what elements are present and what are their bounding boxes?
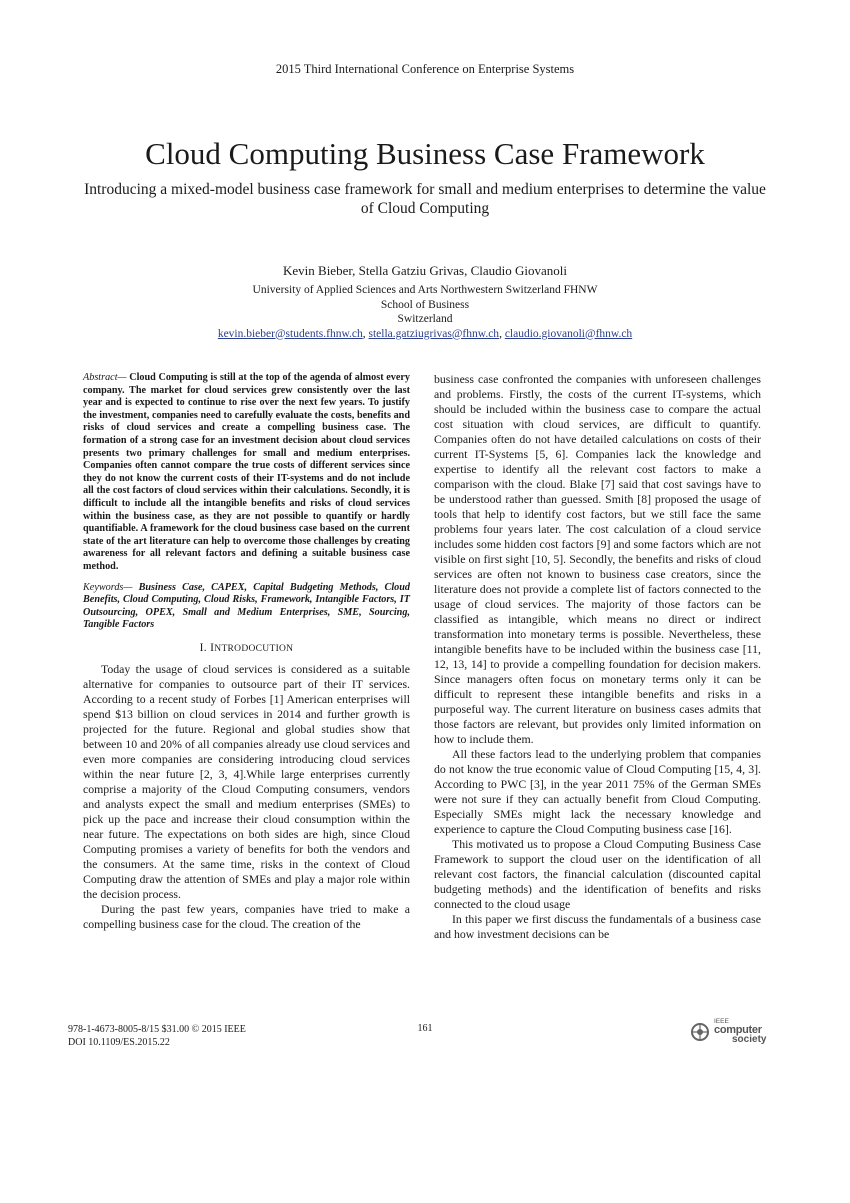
- keywords-label: Keywords—: [83, 581, 133, 593]
- body-paragraph-3: This motivated us to propose a Cloud Computing Business Case Framework to support the cloud user on the identification of all relevant cost factors, the financial calculation (discounted capital budgeting methods) and the identification of benefits and risks connected to the cloud usage: [434, 837, 761, 911]
- paper-subtitle: Introducing a mixed-model business case framework for small and medium enterprises to determine the value of Cloud Computing: [84, 181, 766, 217]
- email-link-gatziu-grivas[interactable]: stella.gatziugrivas@fhnw.ch: [368, 327, 500, 340]
- section-number: I.: [199, 641, 207, 654]
- logo-ieee-text: IEEE: [714, 1018, 729, 1025]
- email-link-giovanoli[interactable]: claudio.giovanoli@fhnw.ch: [504, 327, 633, 340]
- intro-paragraph-2: During the past few years, companies have tried to make a compelling business case for the cloud. The creation of the: [83, 901, 410, 931]
- left-column: [83, 372, 410, 932]
- ieee-computer-society-logo: [690, 1018, 767, 1046]
- affiliation-school: School of Business: [380, 298, 470, 311]
- abstract-text: Cloud Computing is still at the top of the agenda of almost every company. The market for cloud services grew consistently over the last year and is expected to continue to rise over the next few years. To justify the investment, companies need to carefully evaluate the costs, benefits and risks of cloud services and create a compelling business case. The formation of a strong case for an investment decision about cloud services presents two primary challenges for small and medium enterprises. Companies often cannot compare the true costs of different services since they do not know the current costs of their IT-systems and do not include all the cost factors of cloud services within their calculations. Secondly, it is difficult to include all the intangible benefits and risks of cloud services within the business case, as they are not possible to quantify or hardly quantifiable. A framework for the cloud business case based on the current state of the art literature can help to overcome those challenges by creating awareness for all relevant factors and defining a suitable business case method.: [83, 372, 410, 572]
- body-paragraph-2: All these factors lead to the underlying problem that companies do not know the true economic value of Cloud Computing [15, 4, 3]. According to PWC [3], in the year 2011 75% of the German SMEs were not sure if they can actually benefit from Cloud Computing. Especially SMEs might lack the necessary knowledge and experience to capture the Cloud Computing business case [16].: [434, 747, 761, 836]
- email-list: [0, 327, 850, 342]
- section-title-rest: NTRODOCUTION: [214, 643, 294, 654]
- email-separator: ,: [499, 327, 505, 340]
- body-paragraph-continued: business case confronted the companies with unforeseen challenges and problems. Firstly, the costs of the current IT-systems, which should be included within the business case to compare the actual cost situation with cloud services, are difficult to quantify. Companies often do not have detailed calculations on costs of their current IT-Systems [5, 6]. Companies lack the knowledge and expertise to identify all the relevant cost factors to make a comparison with the cloud. Blake [7] said that cost savings have to be understood rather than guessed. Smith [8] proposed the usage of tools that help to identify cost factors, but we still face the same problems four years later. The cost calculation of a cloud service includes some hidden cost factors [9] and some factors which are not visible on first sight [10, 5]. Secondly, the benefits and risks of cloud services are often not known to business case creators, since the literature does not provide a complete list of factors connected to the usage of cloud services. The majority of those factors can be classified as intangible, which means no direct or indirect transformation into monetary terms is possible. Nevertheless, these intangible benefits have to be included within the business case [11, 12, 13, 14] to provide a compelling foundation for decision makers. Since managers often focus on monetary terms only it can be difficult to represent these intangible benefits and risks in a purposeful way. The current literature on business cases admits that those factors are relevant, but provides only limited information on how to include them.: [434, 372, 761, 746]
- keywords-text: Business Case, CAPEX, Capital Budgeting Methods, Cloud Benefits, Cloud Computing, Cloud Risks, Framework, Intangible Factors, IT Outsourcing, OPEX, Small and Medium Enterprises, SME, Sourcing, Tangible Factors: [83, 581, 410, 631]
- author-list: Kevin Bieber, Stella Gatziu Grivas, Claudio Giovanoli: [283, 263, 567, 278]
- conference-header: 2015 Third International Conference on Enterprise Systems: [275, 62, 575, 76]
- abstract: [83, 372, 410, 574]
- email-link-bieber[interactable]: kevin.bieber@students.fhnw.ch: [217, 327, 363, 340]
- affiliation-country: Switzerland: [397, 313, 453, 325]
- computer-society-glyph-icon: [690, 1022, 710, 1042]
- isbn-line: 978-1-4673-8005-8/15 $31.00 © 2015 IEEE: [68, 1024, 246, 1035]
- body-paragraph-4: In this paper we first discuss the fundamentals of a business case and how investment decisions can be: [434, 912, 761, 941]
- logo-society-text: society: [732, 1034, 767, 1045]
- email-separator: ,: [362, 327, 369, 340]
- affiliation-block: [0, 283, 850, 341]
- right-column: [434, 372, 761, 942]
- affiliation-university: University of Applied Sciences and Arts Northwestern Switzerland FHNW: [252, 284, 598, 296]
- intro-paragraph-1: Today the usage of cloud services is considered as a suitable alternative for companies to outsource part of their IT services. According to a recent study of Forbes [1] American enterprises will spend $13 billion on cloud services in 2014 and further growth is projected for the future. Regional and global studies show that between 10 and 20% of all companies already use cloud services and even more companies are considering introducing cloud services within the near future [2, 3, 4].While large enterprises currently comprise a majority of the Cloud Computing consumers, vendors and analysts expect the small and medium enterprises (SMEs) to pick up the pace and increase their cloud consumption within the near future. The expectations on both sides are high, since Cloud Computing promises a variety of benefits for both the vendors and the consumers. At the same time, risks in the context of Cloud Computing draw the attention of SMEs and play a major role within the decision process.: [83, 661, 410, 901]
- section-heading-introduction: [83, 641, 410, 657]
- paper-title: Cloud Computing Business Case Framework: [145, 136, 705, 171]
- page-number: 161: [417, 1023, 433, 1034]
- doi-line: DOI 10.1109/ES.2015.22: [68, 1037, 170, 1048]
- section-first-letter: I: [210, 641, 215, 654]
- keywords: [83, 582, 410, 632]
- logo-computer-text: computer: [714, 1024, 762, 1036]
- abstract-label: Abstract—: [83, 372, 127, 383]
